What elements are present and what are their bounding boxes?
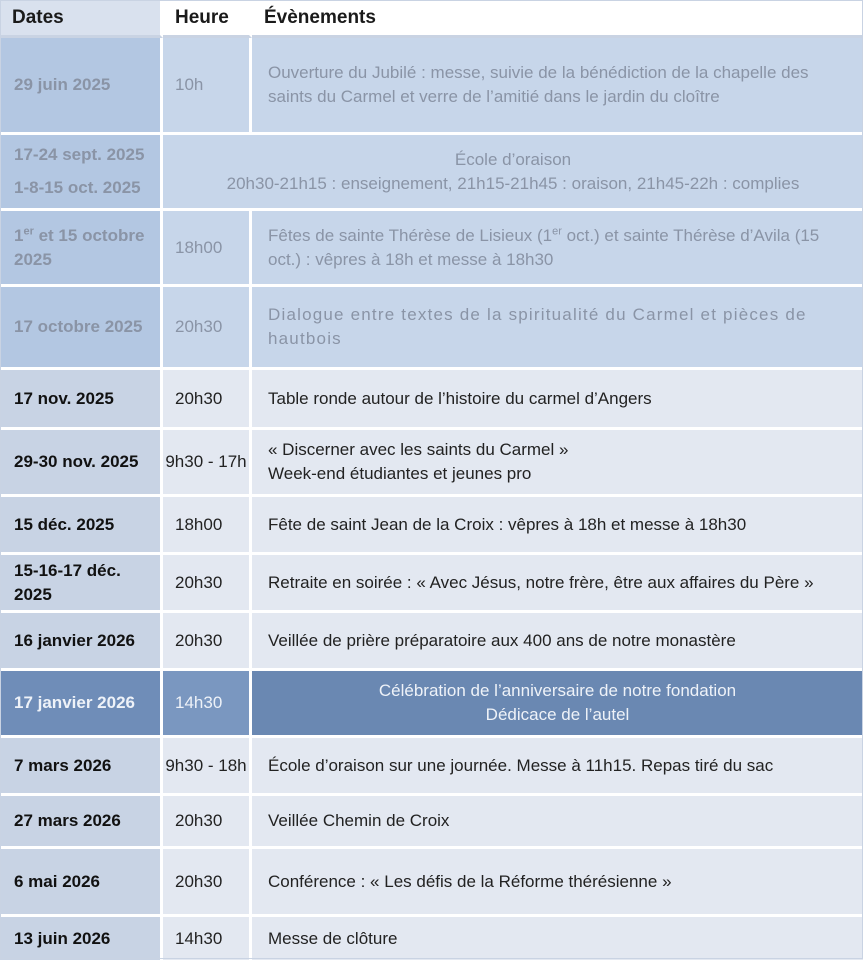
row-time: 20h30 bbox=[163, 613, 252, 671]
row-event: École d’oraison sur une journée. Messe à 11h15. Repas tiré du sac bbox=[252, 738, 863, 796]
row-time: 20h30 bbox=[163, 849, 252, 917]
row-time: 18h00 bbox=[163, 211, 252, 287]
row-event bbox=[252, 430, 863, 497]
row-time: 20h30 bbox=[163, 555, 252, 613]
row-date: 27 mars 2026 bbox=[0, 796, 163, 849]
event-line-1: Célébration de l’anniversaire de notre fondation bbox=[378, 681, 737, 700]
row-event: Fête de saint Jean de la Croix : vêpres à 18h et messe à 18h30 bbox=[252, 497, 863, 555]
row-event: Retraite en soirée : « Avec Jésus, notre frère, être aux affaires du Père » bbox=[252, 555, 863, 613]
date-line-a: 17-24 sept. 2025 bbox=[14, 145, 145, 164]
row-date-highlight: 17 janvier 2026 bbox=[0, 671, 163, 738]
row-event: Table ronde autour de l’histoire du carmel d’Angers bbox=[252, 370, 863, 430]
row-date: 15-16-17 déc. 2025 bbox=[0, 555, 163, 613]
event-line-2: 20h30-21h15 : enseignement, 21h15-21h45 : oraison, 21h45-22h : complies bbox=[226, 173, 800, 193]
row-event bbox=[252, 211, 863, 287]
row-event-merged bbox=[163, 135, 863, 211]
row-time: 20h30 bbox=[163, 287, 252, 370]
row-time: 18h00 bbox=[163, 497, 252, 555]
row-time: 9h30 - 17h bbox=[163, 430, 252, 497]
row-time: 9h30 - 18h bbox=[163, 738, 252, 796]
date-text: 1er et 15 octobre 2025 bbox=[14, 224, 145, 269]
row-date: 16 janvier 2026 bbox=[0, 613, 163, 671]
row-event-highlight bbox=[252, 671, 863, 738]
event-line-1: « Discerner avec les saints du Carmel » bbox=[268, 440, 569, 459]
header-dates: Dates bbox=[0, 0, 163, 38]
row-event: Ouverture du Jubilé : messe, suivie de la bénédiction de la chapelle des saints du Carmel et verre de l’amitié dans le jardin du cloître bbox=[252, 38, 863, 135]
row-event: Veillée de prière préparatoire aux 400 ans de notre monastère bbox=[252, 613, 863, 671]
row-time: 20h30 bbox=[163, 370, 252, 430]
row-event: Messe de clôture bbox=[252, 917, 863, 963]
row-date: 15 déc. 2025 bbox=[0, 497, 163, 555]
row-date: 17 octobre 2025 bbox=[0, 287, 163, 370]
event-text: Fêtes de sainte Thérèse de Lisieux (1er oct.) et sainte Thérèse d’Avila (15 oct.) : vêpres à 18h et messe à 18h30 bbox=[268, 224, 820, 269]
row-date bbox=[0, 211, 163, 287]
event-line-2: Week-end étudiantes et jeunes pro bbox=[268, 464, 532, 483]
row-time-highlight: 14h30 bbox=[163, 671, 252, 738]
event-line-2: Dédicace de l’autel bbox=[485, 705, 630, 724]
row-date: 17 nov. 2025 bbox=[0, 370, 163, 430]
row-event: Dialogue entre textes de la spiritualité du Carmel et pièces de hautbois bbox=[252, 287, 863, 370]
date-line-b: 1-8-15 oct. 2025 bbox=[14, 178, 141, 197]
row-event: Veillée Chemin de Croix bbox=[252, 796, 863, 849]
row-event: Conférence : « Les défis de la Réforme thérésienne » bbox=[252, 849, 863, 917]
row-date: 7 mars 2026 bbox=[0, 738, 163, 796]
row-time: 14h30 bbox=[163, 917, 252, 963]
row-time: 20h30 bbox=[163, 796, 252, 849]
header-heure: Heure bbox=[163, 0, 252, 38]
header-events: Évènements bbox=[252, 0, 863, 38]
event-line-1: École d’oraison bbox=[454, 149, 572, 169]
row-date: 29-30 nov. 2025 bbox=[0, 430, 163, 497]
row-date: 6 mai 2026 bbox=[0, 849, 163, 917]
row-date: 29 juin 2025 bbox=[0, 38, 163, 135]
row-time: 10h bbox=[163, 38, 252, 135]
row-date: 13 juin 2026 bbox=[0, 917, 163, 963]
row-date bbox=[0, 135, 163, 211]
